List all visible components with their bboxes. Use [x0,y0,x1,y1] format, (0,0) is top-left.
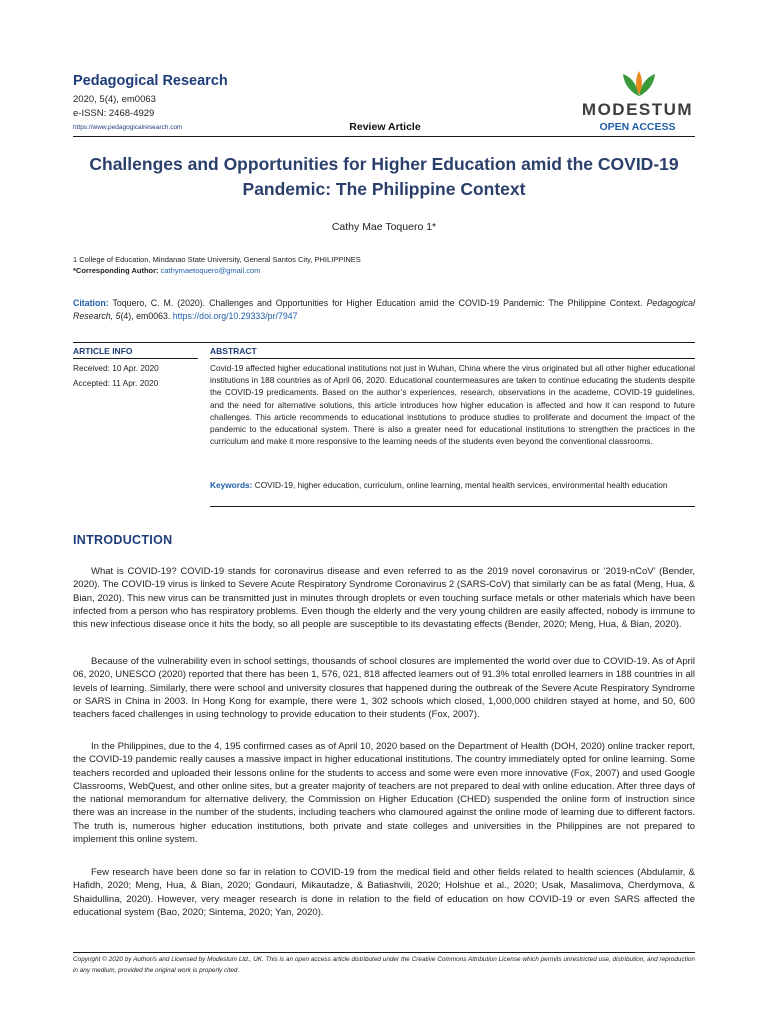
received-date: Received: 10 Apr. 2020 [73,363,159,373]
keywords-block [210,479,695,491]
copyright-footer: Copyright © 2020 by Author/s and Licensed by Modestum Ltd., UK. This is an open access article distributed under the Creative Commons Attribution License which permits unrestricted use, distribution, and reproduction in any medium, provided the original work is properly cited. [73,956,695,974]
open-access-label: OPEN ACCESS [599,121,676,133]
keywords-text: COVID-19, higher education, curriculum, online learning, mental health services, environmental health education [254,480,668,490]
keywords-label: Keywords: [210,480,253,490]
journal-volume: 2020, 5(4), em0063 [73,94,156,105]
abstract-top-rule [73,342,695,343]
abstract-rule [210,358,695,359]
intro-paragraph-4: Few research have been done so far in relation to COVID-19 from the medical field and other fields related to health sciences (Abdulamir, & Hafidh, 2020; Meng, Hua, & Bian, 2020; Gondauri, Mikautadze, & Batiashvili, 2020; Holshue et al., 2020; Usak, Masalimova, Cherdymova, & Shaidullina, 2020). However, very meager research is done in relation to the field of education on how COVID-19 or even SARS affected the educational system (Bao, 2020; Sintema, 2020; Yan, 2020). [73,867,695,918]
author-name: Cathy Mae Toquero 1* [331,221,437,233]
journal-url-link[interactable]: https://www.pedagogicalresearch.com [73,124,183,131]
journal-name: Pedagogical Research [73,73,228,89]
citation-text: Toquero, C. M. (2020). Challenges and Opportunities for Higher Education amid the COVID-19 Pandemic: The Philippine Context. [112,298,643,308]
article-title: Challenges and Opportunities for Higher Education amid the COVID-19 Pandemic: The Philippine Context [89,154,679,199]
citation-label: Citation: [73,298,109,308]
intro-paragraph-1: What is COVID-19? COVID-19 stands for coronavirus disease and even referred to as the 2019 novel coronavirus or ‘2019-nCoV’ (Bender, 2020). The COVID-19 virus is linked to Severe Acute Respiratory Syndrome Coronavirus 2 (SARS-CoV) that similarly can be as fatal (Meng, Hua, & Bian, 2020). This new virus can be transmitted just in minutes through droplets or even touching surface metals or other materials which have been infected from a person who has respiratory problems. Even though the elderly and the very young children are easily affected, nobody is immune to this new infectious disease once it hits the body, so all people are susceptible to its devastating effects (Bender, 2020; Meng, Hua, & Bian, 2020). [73,566,695,631]
abstract-text: Covid-19 affected higher educational institutions not just in Wuhan, China where the virus originated but all other higher educational institutions in 188 countries as of April 06, 2020. Educational countermeasures are taken to continue educating the students despite the COVID-19 predicaments. Based on the author’s experiences, research, observations in the academe, COVID-19 guidelines, and the need for alternative solutions, this article introduces how higher education is affected and how it can respond to future challenges. This article recommends to educational institutions to produce studies to proliferate and document the impact of the pandemic to the educational system. There is also a greater need for educational institutions to strengthen the practices in the curriculum and make it more responsive to the learning needs of the students even beyond the conventional classrooms. [210,363,695,447]
introduction-heading: INTRODUCTION [73,533,173,547]
publisher-logo-text: MODESTUM [581,100,694,119]
article-info-heading: ARTICLE INFO [73,346,133,356]
author-affiliation: 1 College of Education, Mindanao State University, General Santos City, PHILIPPINES [73,255,361,264]
intro-paragraph-3: In the Philippines, due to the 4, 195 confirmed cases as of April 10, 2020 based on the Department of Health (DOH, 2020) online tracker report, the COVID-19 pandemic really causes a massive impact in higher educational institutions. The country immediately opted for online learning. Some teachers recorded and uploaded their lessons online for the students to access and some were even more innovative (Fox, 2007) and used Google Classrooms, WebQuest, and other online sites, but a greater majority of teachers are not prepared to deal with online education. After three days of the national memorandum for alternative delivery, the Commission on Higher Education (CHED) suspended the online form of instruction since there was an increase in the number of the students, including teachers who clamoured against the online mode of learning due to different factors. The truth is, numerous higher education institutions, both private and state colleges and universities in the Philippines are not prepared to implement this online system. [73,741,695,846]
abstract-bottom-rule [210,506,695,507]
header-divider [73,136,695,137]
corresponding-label: *Corresponding Author: [73,266,159,275]
intro-paragraph-2: Because of the vulnerability even in school settings, thousands of school closures are implemented the world over due to COVID-19. As of April 06, 2020, UNESCO (2020) reported that there has been 1, 576, 021, 818 affected learners out of 91.3% total enrolled learners in 188 countries in all levels of learning. Similarly, there were school and university closures that happened during the outbreak of the Severe Acute Respiratory Syndrome or SARS in China in 2003. In Hong Kong for example, there were 1, 302 schools which closed, 1,000,000 children stayed at home, and 50, 600 teachers faced challenges in using technology to provide education to their students (Fox, 2007). [73,656,695,721]
citation-journal: Pedagogical Research, [73,298,695,321]
citation-block [73,297,695,323]
citation-issue: (4), em0063. [120,311,171,321]
footer-divider [73,952,695,953]
journal-issn: e-ISSN: 2468-4929 [73,108,155,119]
article-info-rule [73,358,198,359]
abstract-heading: ABSTRACT [210,346,257,356]
corresponding-email-link[interactable]: cathymaetoquero@gmail.com [160,266,261,275]
corresponding-author [73,266,260,275]
accepted-date: Accepted: 11 Apr. 2020 [73,378,159,388]
citation-doi-link[interactable]: https://doi.org/10.29333/pr/7947 [172,311,298,321]
citation-volume: 5 [115,311,121,321]
modestum-logo-icon [620,70,658,98]
article-type: Review Article [349,121,421,133]
